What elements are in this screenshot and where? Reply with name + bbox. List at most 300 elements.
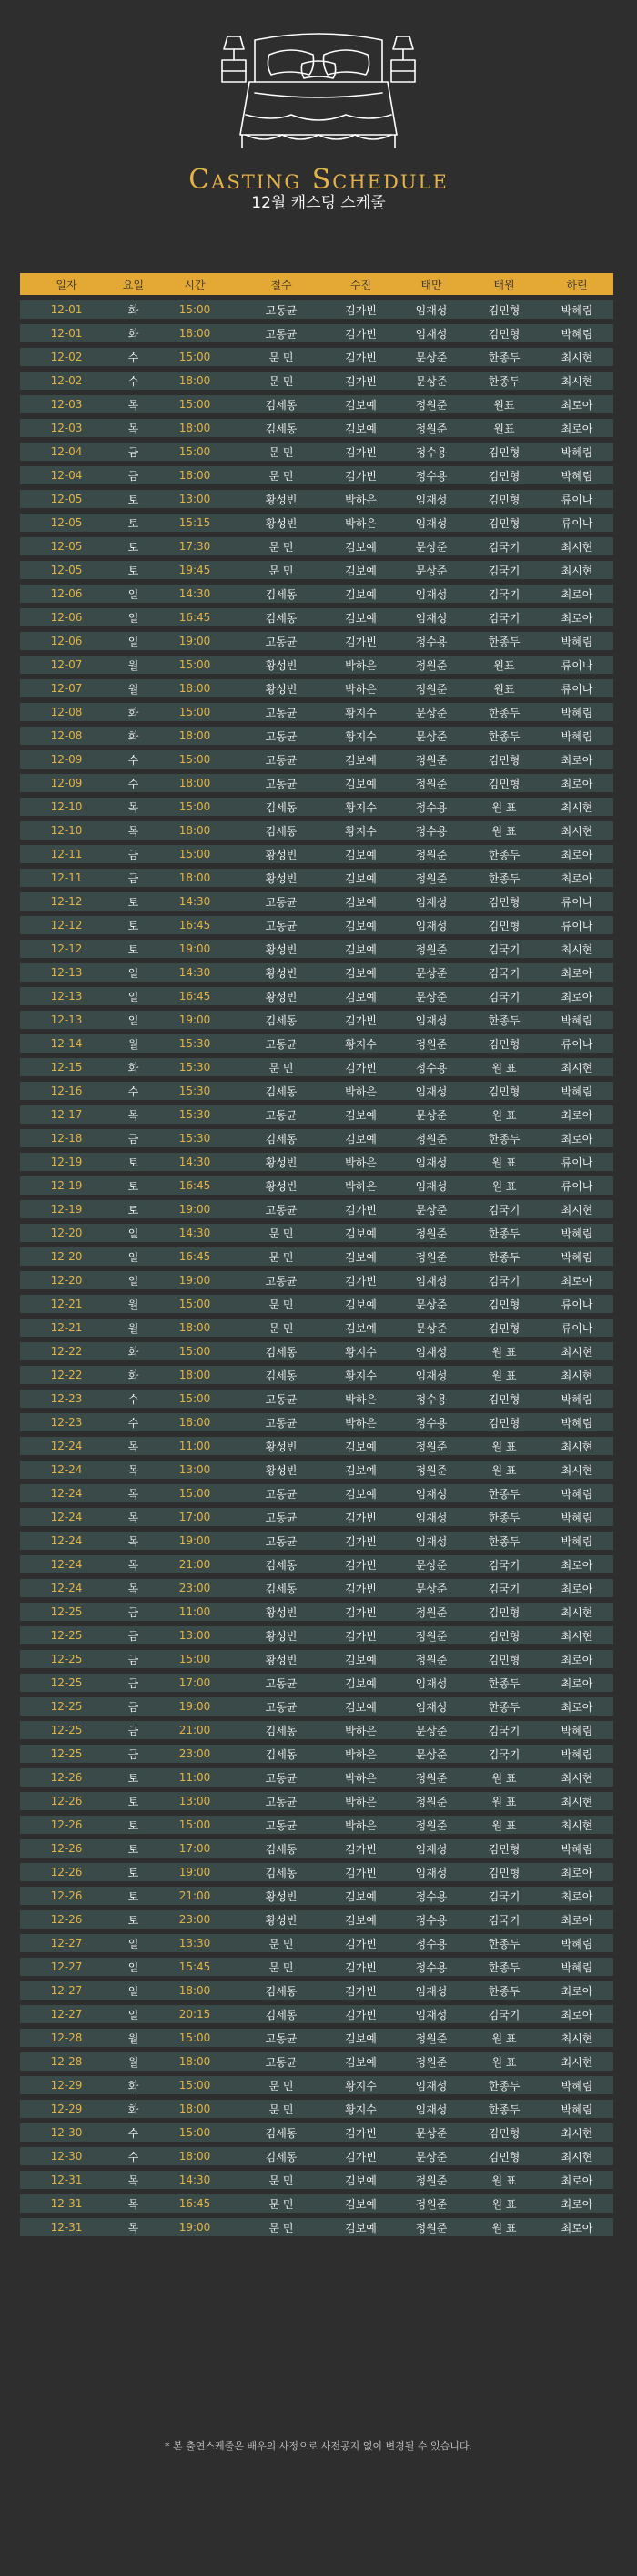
column-header-taeman: 태만 [420, 278, 442, 291]
taeman-cell: 정원준 [415, 2221, 448, 2235]
table-row [20, 2076, 613, 2094]
taewon-cell: 김국기 [488, 611, 521, 625]
taeman-cell: 임재성 [415, 1842, 448, 1856]
taeman-cell: 정원준 [415, 753, 448, 767]
harin-cell: 최로아 [561, 1700, 593, 1714]
sujin-cell: 김가빈 [345, 1984, 377, 1998]
sujin-cell: 김보예 [345, 1463, 377, 1477]
table-row [20, 2052, 613, 2071]
time-cell: 23:00 [178, 1747, 211, 1760]
day-cell: 일 [127, 635, 139, 648]
sujin-cell: 박하은 [345, 1392, 377, 1406]
day-cell: 토 [127, 1866, 139, 1879]
taeman-cell: 임재성 [415, 1013, 448, 1027]
day-cell: 화 [127, 1369, 139, 1382]
date-cell: 12-05 [50, 493, 83, 505]
date-cell: 12-29 [50, 2103, 83, 2115]
harin-cell: 최로아 [561, 1132, 593, 1145]
day-cell: 금 [127, 1605, 139, 1619]
taeman-cell: 임재성 [415, 2008, 448, 2021]
cheolsu-cell: 고동균 [265, 1534, 298, 1548]
cheolsu-cell: 김세동 [265, 1345, 298, 1359]
harin-cell: 박혜림 [561, 1487, 593, 1501]
taewon-cell: 김국기 [488, 540, 521, 554]
taeman-cell: 정원준 [415, 1818, 448, 1832]
cheolsu-cell: 고동균 [265, 1511, 298, 1524]
day-cell: 목 [127, 2197, 139, 2211]
cheolsu-cell: 고동균 [265, 1274, 298, 1288]
taeman-cell: 임재성 [415, 1487, 448, 1501]
taewon-cell: 원표 [493, 422, 515, 435]
table-row [20, 987, 613, 1005]
table-row [20, 2123, 613, 2142]
taeman-cell: 임재성 [415, 1866, 448, 1879]
table-row [20, 348, 613, 366]
sujin-cell: 김보예 [345, 1440, 377, 1453]
cheolsu-cell: 황성빈 [265, 658, 298, 672]
table-row [20, 1342, 613, 1360]
day-cell: 목 [127, 2174, 139, 2187]
harin-cell: 박혜림 [561, 1013, 593, 1027]
table-row [20, 1082, 613, 1100]
taeman-cell: 문상준 [415, 990, 448, 1003]
table-row [20, 703, 613, 721]
taewon-cell: 한종두 [488, 1676, 521, 1690]
harin-cell: 박혜림 [561, 1511, 593, 1524]
day-cell: 토 [127, 942, 139, 956]
time-cell: 15:00 [178, 2031, 211, 2044]
taewon-cell: 김민형 [488, 1321, 521, 1335]
sujin-cell: 김가빈 [345, 1558, 377, 1572]
taeman-cell: 임재성 [415, 895, 448, 909]
taewon-cell: 원표 [493, 682, 515, 696]
sujin-cell: 김가빈 [345, 1582, 377, 1595]
taewon-cell: 김민형 [488, 1392, 521, 1406]
day-cell: 목 [127, 1511, 139, 1524]
time-cell: 14:30 [178, 587, 211, 600]
harin-cell: 최시현 [561, 1818, 593, 1832]
time-cell: 16:45 [178, 919, 211, 932]
date-cell: 12-04 [50, 469, 83, 482]
taeman-cell: 임재성 [415, 1534, 448, 1548]
harin-cell: 최로아 [561, 1913, 593, 1927]
harin-cell: 박혜림 [561, 635, 593, 648]
table-row [20, 1981, 613, 2000]
sujin-cell: 김가빈 [345, 1866, 377, 1879]
time-cell: 23:00 [178, 1582, 211, 1594]
day-cell: 목 [127, 1487, 139, 1501]
day-cell: 수 [127, 753, 139, 767]
sujin-cell: 김가빈 [345, 1511, 377, 1524]
sujin-cell: 김보예 [345, 1250, 377, 1264]
table-row [20, 2171, 613, 2189]
harin-cell: 류이나 [561, 895, 593, 909]
day-cell: 일 [127, 2008, 139, 2021]
time-cell: 15:30 [178, 1084, 211, 1097]
sujin-cell: 황지수 [345, 2103, 377, 2116]
day-cell: 목 [127, 398, 139, 412]
cheolsu-cell: 고동균 [265, 753, 298, 767]
cheolsu-cell: 문 민 [268, 2197, 294, 2211]
taeman-cell: 정원준 [415, 871, 448, 885]
day-cell: 화 [127, 1061, 139, 1074]
date-cell: 12-25 [50, 1676, 83, 1689]
cheolsu-cell: 황성빈 [265, 1913, 298, 1927]
harin-cell: 최로아 [561, 611, 593, 625]
day-cell: 금 [127, 848, 139, 861]
taeman-cell: 정원준 [415, 2197, 448, 2211]
table-row [20, 1295, 613, 1313]
time-cell: 21:00 [178, 1724, 211, 1736]
time-cell: 14:30 [178, 1227, 211, 1239]
date-cell: 12-06 [50, 611, 83, 624]
sujin-cell: 김가빈 [345, 1629, 377, 1643]
taewon-cell: 한종두 [488, 1487, 521, 1501]
sujin-cell: 김보예 [345, 919, 377, 932]
taewon-cell: 한종두 [488, 1013, 521, 1027]
harin-cell: 최로아 [561, 587, 593, 601]
sujin-cell: 박하은 [345, 1724, 377, 1737]
sujin-cell: 김가빈 [345, 1013, 377, 1027]
date-cell: 12-21 [50, 1321, 83, 1334]
sujin-cell: 김보예 [345, 2197, 377, 2211]
taeman-cell: 정원준 [415, 2174, 448, 2187]
date-cell: 12-11 [50, 871, 83, 884]
taeman-cell: 문상준 [415, 2150, 448, 2164]
table-row [20, 466, 613, 484]
taeman-cell: 정원준 [415, 942, 448, 956]
cheolsu-cell: 고동균 [265, 1818, 298, 1832]
page-subtitle: 12월 캐스팅 스케줄 [251, 194, 386, 212]
taewon-cell: 한종두 [488, 848, 521, 861]
date-cell: 12-24 [50, 1487, 83, 1500]
date-cell: 12-23 [50, 1416, 83, 1429]
cheolsu-cell: 고동균 [265, 777, 298, 790]
cheolsu-cell: 황성빈 [265, 871, 298, 885]
cheolsu-cell: 김세동 [265, 1084, 298, 1098]
harin-cell: 최로아 [561, 2174, 593, 2187]
taewon-cell: 김국기 [488, 1913, 521, 1927]
taeman-cell: 정원준 [415, 1653, 448, 1666]
table-row [20, 963, 613, 982]
day-cell: 토 [127, 1156, 139, 1169]
taewon-cell: 원 표 [491, 1156, 517, 1169]
harin-cell: 최로아 [561, 2008, 593, 2021]
taewon-cell: 김국기 [488, 564, 521, 577]
table-row [20, 916, 613, 934]
table-row [20, 940, 613, 958]
cheolsu-cell: 고동균 [265, 706, 298, 719]
date-cell: 12-02 [50, 374, 83, 387]
harin-cell: 최시현 [561, 2150, 593, 2164]
time-cell: 14:30 [178, 2174, 211, 2186]
harin-cell: 류이나 [561, 919, 593, 932]
table-row [20, 585, 613, 603]
table-row [20, 1863, 613, 1881]
date-cell: 12-30 [50, 2126, 83, 2139]
table-row [20, 1247, 613, 1266]
date-cell: 12-09 [50, 777, 83, 789]
harin-cell: 최로아 [561, 2221, 593, 2235]
table-row [20, 632, 613, 650]
bed-icon [218, 27, 419, 155]
harin-cell: 류이나 [561, 1156, 593, 1169]
taewon-cell: 한종두 [488, 1937, 521, 1950]
time-cell: 13:00 [178, 1629, 211, 1642]
time-cell: 15:00 [178, 658, 211, 671]
table-row [20, 419, 613, 437]
taewon-cell: 원 표 [491, 1345, 517, 1359]
taeman-cell: 문상준 [415, 1203, 448, 1217]
time-cell: 18:00 [178, 374, 211, 387]
harin-cell: 최시현 [561, 1369, 593, 1382]
date-cell: 12-22 [50, 1369, 83, 1381]
cheolsu-cell: 고동균 [265, 729, 298, 743]
taeman-cell: 임재성 [415, 919, 448, 932]
column-header-date: 일자 [56, 278, 77, 291]
table-row [20, 2100, 613, 2118]
time-cell: 15:00 [178, 398, 211, 411]
date-cell: 12-25 [50, 1629, 83, 1642]
date-cell: 12-25 [50, 1700, 83, 1713]
taeman-cell: 문상준 [415, 1582, 448, 1595]
day-cell: 토 [127, 1771, 139, 1785]
table-row [20, 727, 613, 745]
cheolsu-cell: 김세동 [265, 1558, 298, 1572]
table-row [20, 443, 613, 461]
taewon-cell: 김국기 [488, 966, 521, 980]
taeman-cell: 정원준 [415, 777, 448, 790]
date-cell: 12-26 [50, 1795, 83, 1807]
table-row [20, 1200, 613, 1218]
day-cell: 일 [127, 966, 139, 980]
taeman-cell: 문상준 [415, 374, 448, 388]
taewon-cell: 원표 [493, 658, 515, 672]
time-cell: 15:00 [178, 800, 211, 813]
taeman-cell: 임재성 [415, 611, 448, 625]
harin-cell: 류이나 [561, 1037, 593, 1051]
taewon-cell: 김민형 [488, 469, 521, 483]
cheolsu-cell: 황성빈 [265, 966, 298, 980]
day-cell: 수 [127, 2126, 139, 2140]
sujin-cell: 박하은 [345, 1156, 377, 1169]
sujin-cell: 김보예 [345, 1653, 377, 1666]
date-cell: 12-30 [50, 2150, 83, 2163]
sujin-cell: 김보예 [345, 1700, 377, 1714]
table-row [20, 1792, 613, 1810]
taewon-cell: 원 표 [491, 1179, 517, 1193]
sujin-cell: 김가빈 [345, 374, 377, 388]
taeman-cell: 문상준 [415, 1558, 448, 1572]
taeman-cell: 정수용 [415, 445, 448, 459]
day-cell: 토 [127, 516, 139, 530]
day-cell: 목 [127, 2221, 139, 2235]
day-cell: 금 [127, 871, 139, 885]
time-cell: 13:30 [178, 1937, 211, 1950]
table-row [20, 2005, 613, 2023]
time-cell: 18:00 [178, 871, 211, 884]
cheolsu-cell: 김세동 [265, 800, 298, 814]
sujin-cell: 김가빈 [345, 1274, 377, 1288]
harin-cell: 최시현 [561, 351, 593, 364]
table-row [20, 324, 613, 342]
date-cell: 12-15 [50, 1061, 83, 1074]
date-cell: 12-27 [50, 1960, 83, 1973]
harin-cell: 최로아 [561, 753, 593, 767]
sujin-cell: 김가빈 [345, 1203, 377, 1217]
time-cell: 17:00 [178, 1842, 211, 1855]
cheolsu-cell: 김세동 [265, 2126, 298, 2140]
harin-cell: 박혜림 [561, 1960, 593, 1974]
cheolsu-cell: 김세동 [265, 1369, 298, 1382]
cheolsu-cell: 황성빈 [265, 1889, 298, 1903]
taeman-cell: 정원준 [415, 1795, 448, 1808]
sujin-cell: 황지수 [345, 800, 377, 814]
taewon-cell: 김민형 [488, 777, 521, 790]
harin-cell: 박혜림 [561, 303, 593, 317]
time-cell: 18:00 [178, 1416, 211, 1429]
table-row [20, 1555, 613, 1573]
taewon-cell: 원표 [493, 398, 515, 412]
date-cell: 12-07 [50, 658, 83, 671]
day-cell: 월 [127, 2031, 139, 2045]
cheolsu-cell: 김세동 [265, 422, 298, 435]
date-cell: 12-13 [50, 1013, 83, 1026]
sujin-cell: 김보예 [345, 2174, 377, 2187]
taeman-cell: 정수용 [415, 1889, 448, 1903]
date-cell: 12-01 [50, 327, 83, 340]
sujin-cell: 황지수 [345, 824, 377, 838]
column-header-harin: 하린 [566, 278, 588, 291]
taewon-cell: 김국기 [488, 1582, 521, 1595]
sujin-cell: 김가빈 [345, 1534, 377, 1548]
table-row [20, 1745, 613, 1763]
cheolsu-cell: 김세동 [265, 611, 298, 625]
time-cell: 15:00 [178, 1487, 211, 1500]
day-cell: 토 [127, 1203, 139, 1217]
day-cell: 수 [127, 1416, 139, 1430]
sujin-cell: 김보예 [345, 2221, 377, 2235]
day-cell: 수 [127, 374, 139, 388]
table-row [20, 1437, 613, 1455]
table-row [20, 1508, 613, 1526]
cheolsu-cell: 고동균 [265, 2031, 298, 2045]
hero-banner [0, 0, 637, 212]
table-row [20, 395, 613, 413]
time-cell: 15:00 [178, 445, 211, 458]
sujin-cell: 김보예 [345, 1298, 377, 1311]
sujin-cell: 김보예 [345, 564, 377, 577]
time-cell: 15:15 [178, 516, 211, 529]
harin-cell: 최로아 [561, 422, 593, 435]
sujin-cell: 박하은 [345, 658, 377, 672]
harin-cell: 박혜림 [561, 1392, 593, 1406]
harin-cell: 박혜림 [561, 2079, 593, 2092]
harin-cell: 최시현 [561, 564, 593, 577]
day-cell: 월 [127, 682, 139, 696]
day-cell: 금 [127, 1700, 139, 1714]
harin-cell: 최시현 [561, 800, 593, 814]
cheolsu-cell: 문 민 [268, 445, 294, 459]
taewon-cell: 김국기 [488, 942, 521, 956]
cheolsu-cell: 고동균 [265, 2055, 298, 2069]
sujin-cell: 박하은 [345, 493, 377, 506]
schedule-table [20, 273, 613, 2242]
day-cell: 목 [127, 422, 139, 435]
time-cell: 16:45 [178, 2197, 211, 2210]
cheolsu-cell: 고동균 [265, 1487, 298, 1501]
taewon-cell: 김민형 [488, 895, 521, 909]
date-cell: 12-20 [50, 1227, 83, 1239]
harin-cell: 최로아 [561, 1274, 593, 1288]
harin-cell: 박혜림 [561, 1227, 593, 1240]
taewon-cell: 원 표 [491, 2174, 517, 2187]
taeman-cell: 임재성 [415, 493, 448, 506]
day-cell: 금 [127, 1676, 139, 1690]
table-row [20, 1176, 613, 1195]
sujin-cell: 김보예 [345, 1676, 377, 1690]
sujin-cell: 김보예 [345, 2031, 377, 2045]
time-cell: 17:00 [178, 1511, 211, 1523]
time-cell: 15:30 [178, 1037, 211, 1050]
sujin-cell: 김보예 [345, 966, 377, 980]
date-cell: 12-24 [50, 1463, 83, 1476]
cheolsu-cell: 김세동 [265, 2008, 298, 2021]
date-cell: 12-12 [50, 919, 83, 932]
day-cell: 수 [127, 1392, 139, 1406]
time-cell: 18:00 [178, 422, 211, 434]
table-row [20, 892, 613, 911]
table-row [20, 1816, 613, 1834]
sujin-cell: 김보예 [345, 1108, 377, 1122]
taeman-cell: 임재성 [415, 516, 448, 530]
day-cell: 화 [127, 706, 139, 719]
day-cell: 일 [127, 1013, 139, 1027]
harin-cell: 최로아 [561, 990, 593, 1003]
taeman-cell: 정원준 [415, 398, 448, 412]
day-cell: 일 [127, 611, 139, 625]
taewon-cell: 김민형 [488, 1629, 521, 1643]
table-row [20, 1105, 613, 1124]
taewon-cell: 한종두 [488, 729, 521, 743]
harin-cell: 박혜림 [561, 729, 593, 743]
time-cell: 19:00 [178, 1274, 211, 1287]
date-cell: 12-23 [50, 1392, 83, 1405]
day-cell: 일 [127, 1274, 139, 1288]
time-cell: 15:00 [178, 2079, 211, 2092]
taeman-cell: 문상준 [415, 540, 448, 554]
time-cell: 18:00 [178, 2103, 211, 2115]
table-row [20, 1958, 613, 1976]
harin-cell: 최시현 [561, 1463, 593, 1477]
taewon-cell: 김민형 [488, 1037, 521, 1051]
date-cell: 12-24 [50, 1511, 83, 1523]
table-row [20, 774, 613, 792]
date-cell: 12-24 [50, 1582, 83, 1594]
date-cell: 12-02 [50, 351, 83, 363]
sujin-cell: 김가빈 [345, 469, 377, 483]
harin-cell: 박혜림 [561, 1842, 593, 1856]
day-cell: 토 [127, 919, 139, 932]
day-cell: 일 [127, 990, 139, 1003]
day-cell: 토 [127, 564, 139, 577]
harin-cell: 박혜림 [561, 1416, 593, 1430]
taewon-cell: 한종두 [488, 1534, 521, 1548]
time-cell: 23:00 [178, 1913, 211, 1926]
taewon-cell: 한종두 [488, 1250, 521, 1264]
harin-cell: 최로아 [561, 966, 593, 980]
taeman-cell: 임재성 [415, 1345, 448, 1359]
